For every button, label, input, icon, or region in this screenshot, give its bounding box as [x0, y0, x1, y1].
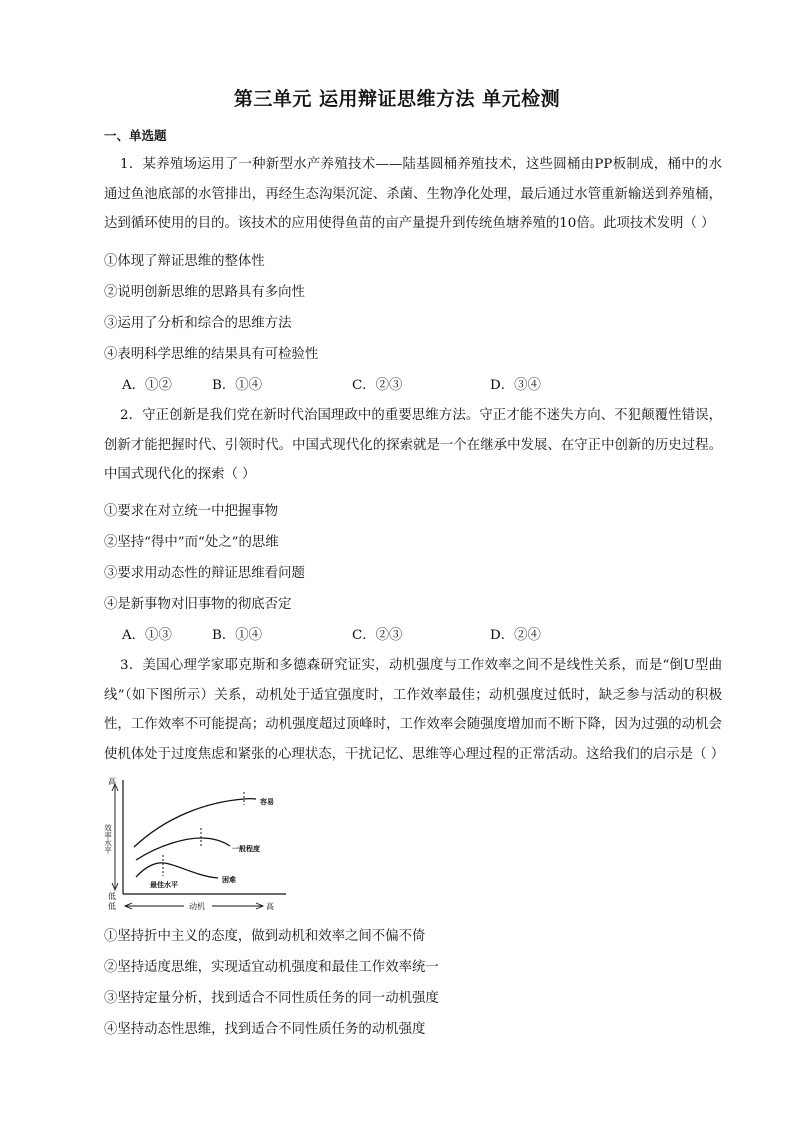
q1-option-a[interactable]: A．①② — [122, 378, 172, 393]
section-heading: 一、单选题 — [104, 128, 167, 143]
q2-option-b[interactable]: B．①④ — [212, 628, 263, 643]
y-label: 效率水平 — [103, 824, 113, 854]
q2-option-d[interactable]: D．②④ — [490, 628, 541, 643]
q1-stem-text: 1．某养殖场运用了一种新型水产养殖技术——陆基圆桶养殖技术，这些圆桶由PP板制成，桶中的水通过鱼池底部的水管排出，再经生态沟渠沉淀、杀菌、生物净化处理，最后通过水管重新输送到养殖桶，达到循环使用的目的。该技术的应用使得鱼苗的亩产量提升到传统鱼塘养殖的10倍。此项技术发明（ ） — [104, 157, 722, 231]
x-label: 动机 — [189, 902, 205, 911]
q1-option-d[interactable]: D．③④ — [490, 378, 541, 393]
q1-item-2: ②说明创新思维的思路具有多向性 — [104, 285, 305, 300]
q1-option-c[interactable]: C．②③ — [352, 378, 403, 393]
q2-item-4: ④是新事物对旧事物的彻底否定 — [104, 597, 292, 612]
q2-stem-text: 2．守正创新是我们党在新时代治国理政中的重要思维方法。守正才能不迷失方向、不犯颠覆性错误，创新才能把握时代、引领时代。中国式现代化的探索就是一个在继承中发展、在守正中创新的历史过程。中国式现代化的探索（ ） — [104, 408, 722, 482]
q3-stem — [104, 651, 725, 769]
series-label-hard: 困难 — [222, 876, 236, 884]
q3-item-3: ③坚持定量分析，找到适合不同性质任务的同一动机强度 — [104, 991, 439, 1006]
q1-item-1: ①体现了辩证思维的整体性 — [104, 254, 265, 269]
q3-item-2: ②坚持适度思维，实现适宜动机强度和最佳工作效率统一 — [104, 960, 439, 975]
curve-medium — [136, 838, 230, 860]
series-label-medium: 一般程度 — [232, 845, 260, 853]
q1-item-4: ④表明科学思维的结果具有可检验性 — [104, 347, 319, 362]
y-label-low: 低 — [108, 892, 116, 901]
curve-easy — [134, 799, 256, 847]
y-label-high: 高 — [108, 777, 116, 786]
q2-option-c[interactable]: C．②③ — [352, 628, 403, 643]
q1-stem — [104, 150, 722, 239]
q3-item-1: ①坚持折中主义的态度，做到动机和效率之间不偏不倚 — [104, 929, 426, 944]
q3-item-4: ④坚持动态性思维，找到适合不同性质任务的动机强度 — [104, 1022, 426, 1037]
x-label-high: 高 — [266, 902, 274, 911]
q1-item-3: ③运用了分析和综合的思维方法 — [104, 316, 292, 331]
q2-stem — [104, 401, 722, 490]
q2-item-3: ③要求用动态性的辩证思维看问题 — [104, 566, 305, 581]
q2-item-1: ①要求在对立统一中把握事物 — [104, 504, 279, 519]
page-title: 第三单元 运用辩证思维方法 单元检测 — [233, 88, 561, 110]
series-label-easy: 容易 — [260, 798, 274, 806]
motivation-efficiency-chart — [103, 772, 292, 914]
q2-option-a[interactable]: A．①③ — [122, 628, 172, 643]
q2-item-2: ②坚持“得中”而“处之”的思维 — [104, 535, 279, 550]
optimal-level-label: 最佳水平 — [150, 881, 178, 889]
x-label-low: 低 — [108, 902, 116, 911]
curve-hard — [136, 863, 218, 878]
q1-option-b[interactable]: B．①④ — [212, 378, 263, 393]
q3-stem-text: 3．美国心理学家耶克斯和多德森研究证实，动机强度与工作效率之间不是线性关系，而是“倒U型曲线”（如下图所示）关系，动机处于适宜强度时，工作效率最佳；动机强度过低时，缺乏参与活动的积极性，工作效率不可能提高；动机强度超过顶峰时，工作效率会随强度增加而不断下降，因为过强的动机会使机体处于过度焦虑和紧张的心理状态，干扰记忆、思维等心理过程的正常活动。这给我们的启示是（ ） — [104, 658, 725, 762]
